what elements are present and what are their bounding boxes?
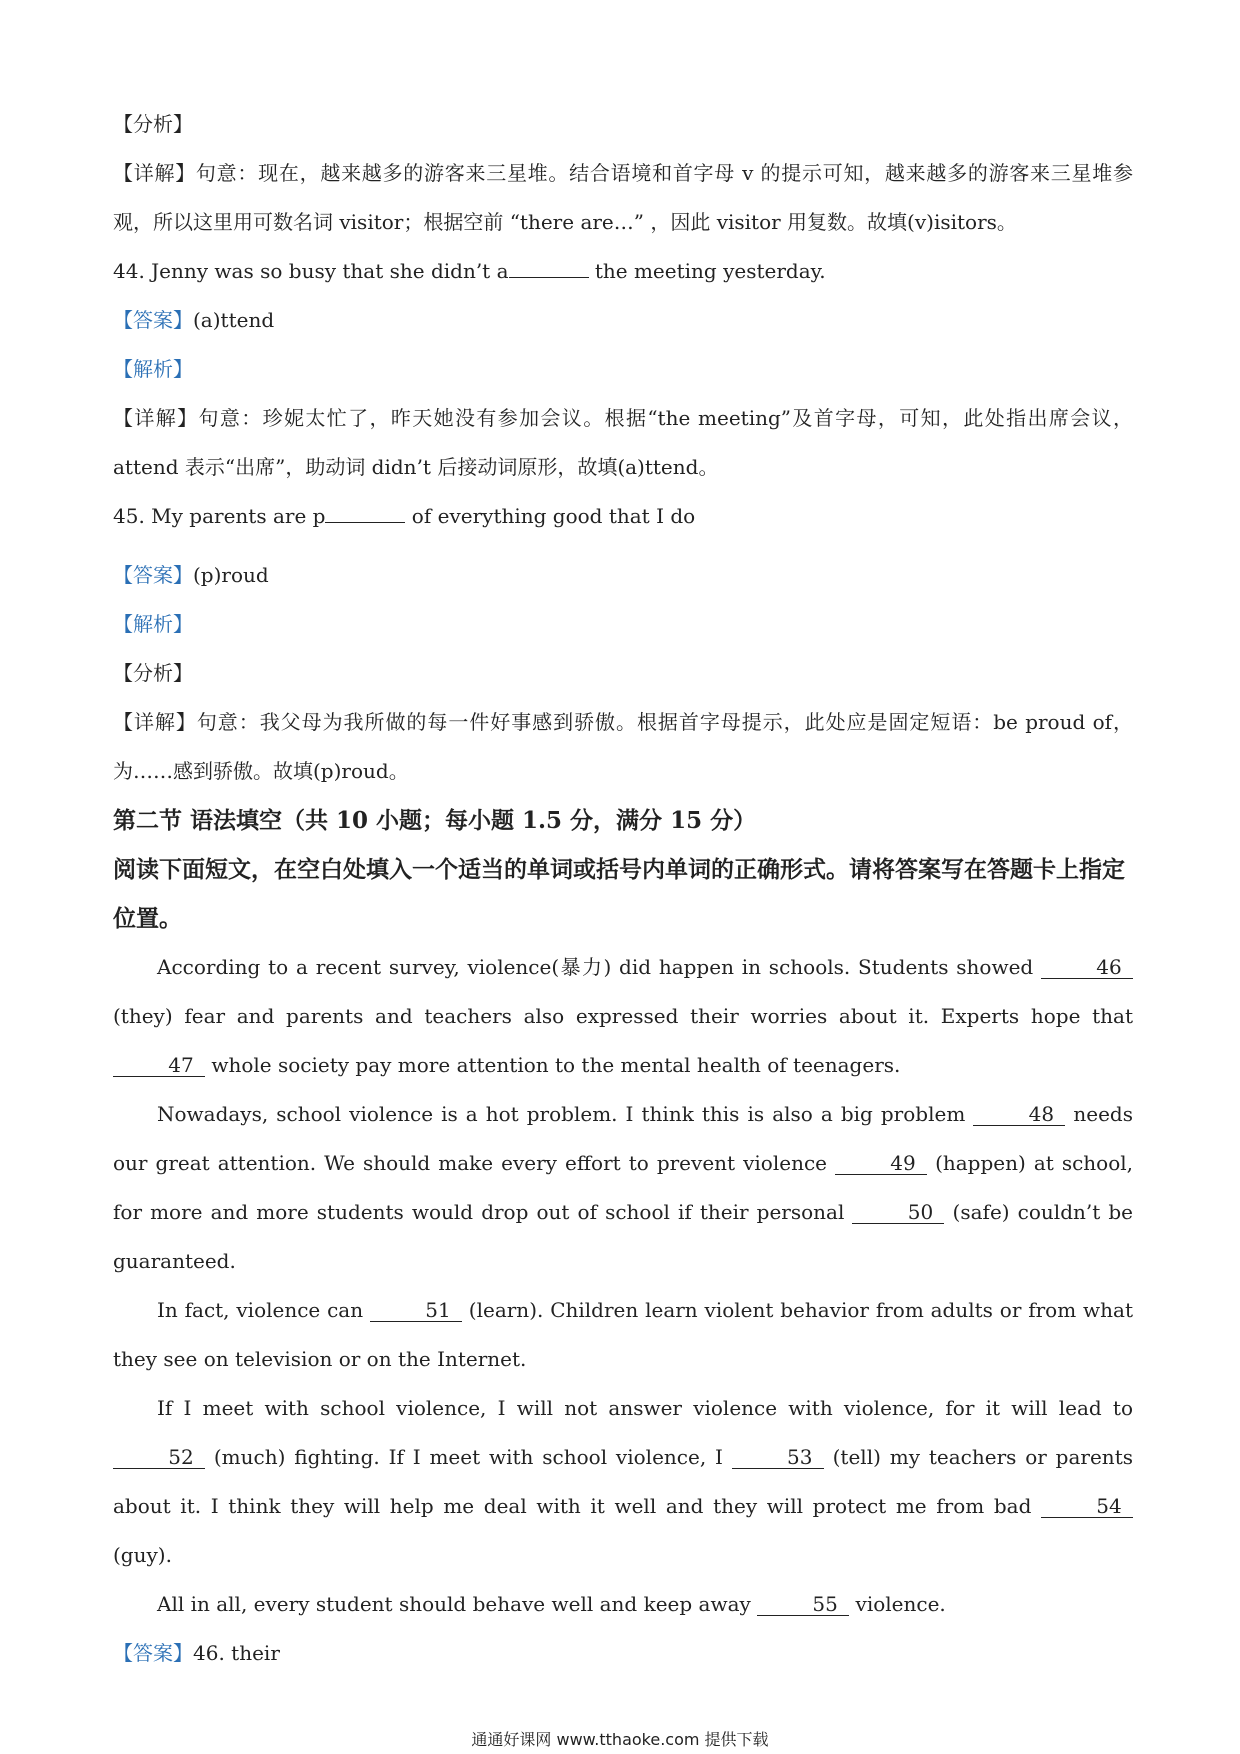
blank-50: 50 <box>852 1201 944 1224</box>
passage-paragraph-3 <box>113 1286 1133 1384</box>
passage-text: Nowadays, school violence is a hot problem. I think this is also a big problem <box>157 1102 974 1126</box>
passage-paragraph-5 <box>113 1580 1133 1629</box>
passage-text: violence. <box>849 1592 946 1616</box>
passage-text: (guy). <box>113 1543 172 1567</box>
passage-text: (safe) couldn’t be guaranteed. <box>113 1200 1134 1273</box>
blank-53: 53 <box>732 1446 824 1469</box>
passage-paragraph-4 <box>113 1384 1133 1580</box>
answer-45-text: (p)roud <box>193 563 269 587</box>
passage-text: (happen) at school, for more and more students would drop out of school if their personal <box>113 1151 1134 1224</box>
passage-paragraph-1 <box>113 943 1133 1090</box>
blank-48: 48 <box>973 1103 1065 1126</box>
question-44 <box>113 247 1133 296</box>
answer-45 <box>113 551 1133 600</box>
detail-45: 【详解】句意：我父母为我所做的每一件好事感到骄傲。根据首字母提示，此处应是固定短语：be proud of，为……感到骄傲。故填(p)roud。 <box>113 710 1133 783</box>
passage-text: According to a recent survey, violence(暴力) did happen in schools. Students showed <box>157 955 1041 979</box>
passage-text: (learn). Children learn violent behavior from adults or from what they see on television or on the Internet. <box>113 1298 1133 1371</box>
blank-55: 55 <box>757 1593 849 1616</box>
question-44-text-after: the meeting yesterday. <box>588 259 826 283</box>
passage-text: If I meet with school violence, I will not answer violence with violence, for it will lead to <box>157 1396 1133 1420</box>
jiexi-label: 【解析】 <box>113 612 193 636</box>
question-44-text-before: 44. Jenny was so busy that she didn’t a <box>113 259 509 283</box>
jiexi-label: 【解析】 <box>113 357 193 381</box>
answer-tag: 【答案】 <box>113 563 193 587</box>
analysis-label: 【分析】 <box>113 661 193 685</box>
passage-text: All in all, every student should behave well and keep away <box>157 1592 758 1616</box>
blank-51: 51 <box>370 1299 462 1322</box>
question-45 <box>113 492 1133 541</box>
section-instruction: 阅读下面短文，在空白处填入一个适当的单词或括号内单词的正确形式。请将答案写在答题卡上指定位置。 <box>113 856 1125 932</box>
answer-46-text: 46. their <box>193 1641 280 1665</box>
question-45-text-before: 45. My parents are p <box>113 504 326 528</box>
document-page <box>113 100 1133 1678</box>
passage-text: needs our great attention. We should make every effort to prevent violence <box>113 1102 1133 1175</box>
answer-44-text: (a)ttend <box>193 308 275 332</box>
detail-43: 【详解】句意：现在，越来越多的游客来三星堆。结合语境和首字母 v 的提示可知，越来越多的游客来三星堆参观，所以这里用可数名词 visitor；根据空前 “there are…” ，因此 visitor 用复数。故填(v)isitors。 <box>113 161 1133 234</box>
passage-text: In fact, violence can <box>157 1298 370 1322</box>
detail-44: 【详解】句意：珍妮太忙了，昨天她没有参加会议。根据“the meeting”及首字母，可知，此处指出席会议，attend 表示“出席”，助动词 didn’t 后接动词原形，故填(a)ttend。 <box>113 406 1133 479</box>
section-title: 第二节 语法填空（共 10 小题；每小题 1.5 分，满分 15 分） <box>113 807 757 834</box>
blank-49: 49 <box>835 1152 927 1175</box>
passage-paragraph-2 <box>113 1090 1133 1286</box>
answer-44 <box>113 296 1133 345</box>
answer-tag: 【答案】 <box>113 308 193 332</box>
blank-54: 54 <box>1041 1495 1133 1518</box>
question-44-blank <box>509 277 589 278</box>
passage-text: (much) fighting. If I meet with school violence, I <box>205 1445 732 1469</box>
blank-47: 47 <box>113 1054 205 1077</box>
analysis-label: 【分析】 <box>113 112 193 136</box>
blank-46: 46 <box>1041 956 1133 979</box>
answer-46 <box>113 1629 1133 1678</box>
question-45-text-after: of everything good that I do <box>405 504 696 528</box>
passage-text: whole society pay more attention to the mental health of teenagers. <box>205 1053 901 1077</box>
passage-text: (tell) my teachers or parents about it. I think they will help me deal with it well and they will protect me from bad <box>113 1445 1133 1518</box>
blank-52: 52 <box>113 1446 205 1469</box>
answer-tag: 【答案】 <box>113 1641 193 1665</box>
passage-text: (they) fear and parents and teachers also expressed their worries about it. Experts hope that <box>113 1004 1133 1028</box>
page-footer: 通通好课网 www.tthaoke.com 提供下载 <box>471 1730 769 1749</box>
question-45-blank <box>325 522 405 523</box>
